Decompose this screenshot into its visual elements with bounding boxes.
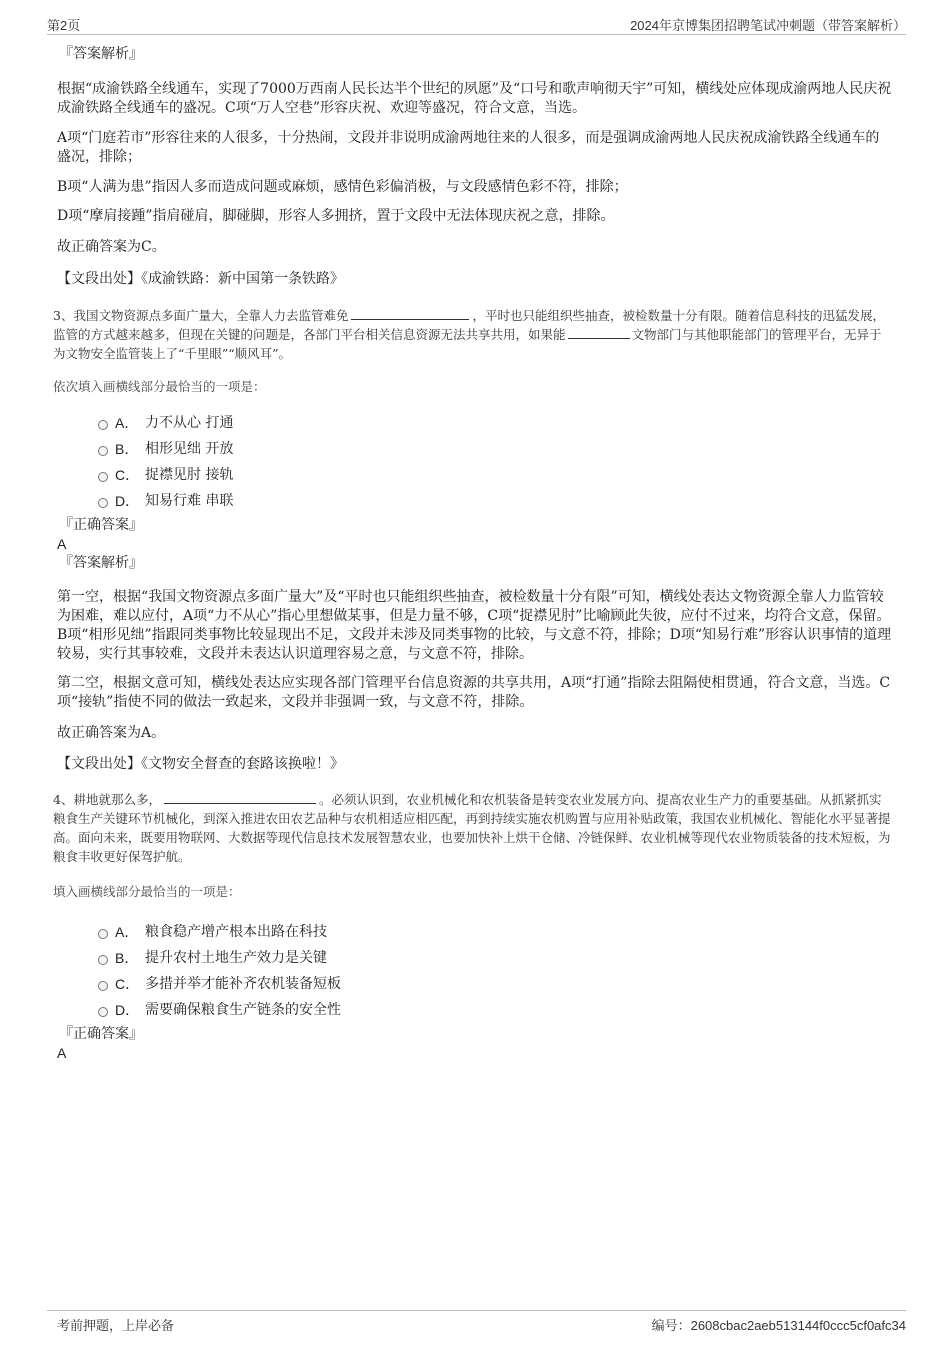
analysis-paragraph: D项“摩肩接踵”指肩碰肩，脚碰脚，形容人多拥挤，置于文段中无法体现庆祝之意，排除。 <box>57 208 615 224</box>
radio-icon[interactable] <box>98 929 108 939</box>
page-content <box>53 44 892 1062</box>
analysis-paragraph: 第一空，根据“我国文物资源点多面广量大”及“平时也只能组织些抽查，被检数量十分有限”可知，横线处表达文物资源全靠人力监管较为困难，难以应付，A项“力不从心”指心里想做某事，但是力量不够，C项“捉襟见肘”比喻顾此失彼，应付不过来，均符合文意，保留。B项“相形见绌”指跟同类事物比较显现出不足，文段并未涉及同类事物的比较，与文意不符，排除；D项“知易行难”形容认识事情的道理较易，实行其事较难，文段并未表达认识道理容易之意，与文意不符，排除。 <box>57 589 892 662</box>
question-instruction: 依次填入画横线部分最恰当的一项是： <box>53 379 266 394</box>
radio-icon[interactable] <box>98 981 108 991</box>
analysis-paragraph: B项“人满为患”指因人多而造成问题或麻烦，感情色彩偏消极，与文段感情色彩不符，排除； <box>57 179 628 195</box>
question-stem: 4、耕地就那么多， 。必须认识到，农业机械化和农机装备是转变农业发展方向、提高农业生产力的重要基础。从抓紧抓实粮食生产关键环节机械化，到深入推进农田农艺品种与农机相适应相匹配，再到持续实施农机购置与应用补贴政策，我国农业机械化、智能化水平显著提高。面向未来，既要用物联网、大数据等现代信息技术发展智慧农业，也要加快补上烘干仓储、冷链保鲜、农业机械等现代农业物质装备的技术短板，为粮食丰收更好保驾护航。 <box>53 792 891 864</box>
option-list <box>57 922 892 1026</box>
option-d[interactable]: D． 知易行难 串联 <box>57 491 892 517</box>
option-c[interactable]: C． 多措并举才能补齐农机装备短板 <box>57 974 892 1000</box>
question-instruction: 填入画横线部分最恰当的一项是： <box>53 884 241 899</box>
option-list <box>57 413 892 517</box>
page-footer <box>47 1310 906 1333</box>
analysis-label: 『答案解析』 <box>59 555 143 571</box>
analysis-paragraph: 根据“成渝铁路全线通车，实现了7000万西南人民长达半个世纪的夙愿”及“口号和歌声响彻天宇”可知，横线处应体现成渝两地人民庆祝成渝铁路全线通车的盛况。C项“万人空巷”形容庆祝、欢迎等盛况，符合文意，当选。 <box>57 81 892 116</box>
correct-answer-label: 『正确答案』 <box>59 1026 143 1042</box>
page-header <box>47 14 906 35</box>
option-d[interactable]: D． 需要确保粮食生产链条的安全性 <box>57 1000 892 1026</box>
document-title: 2024年京博集团招聘笔试冲刺题（带答案解析） <box>630 18 906 33</box>
analysis-paragraph: 第二空，根据文意可知，横线处表达应实现各部门管理平台信息资源的共享共用，A项“打通”指除去阻隔使相贯通，符合文意，当选。C项“接轨”指使不同的做法一致起来，文段并非强调一致，与文意不符，排除。 <box>57 675 891 710</box>
page-number: 第2页 <box>47 18 81 33</box>
radio-icon[interactable] <box>98 472 108 482</box>
radio-icon[interactable] <box>98 1007 108 1017</box>
answer-conclusion: 故正确答案为C。 <box>57 239 166 255</box>
option-b[interactable]: B． 提升农村土地生产效力是关键 <box>57 948 892 974</box>
document-serial: 编号：2608cbac2aeb513144f0ccc5cf0afc34 <box>651 1318 906 1333</box>
analysis-paragraph: A项“门庭若市”形容往来的人很多，十分热闹，文段并非说明成渝两地往来的人很多，而是强调成渝两地人民庆祝成渝铁路全线通车的盛况，排除； <box>57 130 880 165</box>
radio-icon[interactable] <box>98 498 108 508</box>
answer-conclusion: 故正确答案为A。 <box>57 725 166 741</box>
answer-blank <box>568 326 630 339</box>
radio-icon[interactable] <box>98 955 108 965</box>
analysis-label: 『答案解析』 <box>59 46 143 62</box>
correct-answer: A <box>57 536 67 552</box>
option-a[interactable]: A． 粮食稳产增产根本出路在科技 <box>57 922 892 948</box>
radio-icon[interactable] <box>98 446 108 456</box>
option-b[interactable]: B． 相形见绌 开放 <box>57 439 892 465</box>
radio-icon[interactable] <box>98 420 108 430</box>
option-c[interactable]: C． 捉襟见肘 接轨 <box>57 465 892 491</box>
correct-answer: A <box>57 1045 67 1061</box>
option-a[interactable]: A． 力不从心 打通 <box>57 413 892 439</box>
answer-blank <box>351 307 469 320</box>
question-stem: 3、我国文物资源点多面广量大，全靠人力去监管难免 ，平时也只能组织些抽查，被检数量十分有限。随着信息科技的迅猛发展，监管的方式越来越多，但现在关键的问题是，各部门平台相关信息资源无法共享共用，如果能 文物部门与其他职能部门的管理平台，无异于为文物安全监管装上了“千里眼”“顺风耳”。 <box>53 308 885 361</box>
answer-blank <box>164 791 316 804</box>
footer-slogan: 考前押题，上岸必备 <box>57 1318 175 1333</box>
source-citation: 【文段出处】《文物安全督查的套路该换啦！》 <box>57 756 344 772</box>
correct-answer-label: 『正确答案』 <box>59 517 143 533</box>
source-citation: 【文段出处】《成渝铁路：新中国第一条铁路》 <box>57 271 344 287</box>
